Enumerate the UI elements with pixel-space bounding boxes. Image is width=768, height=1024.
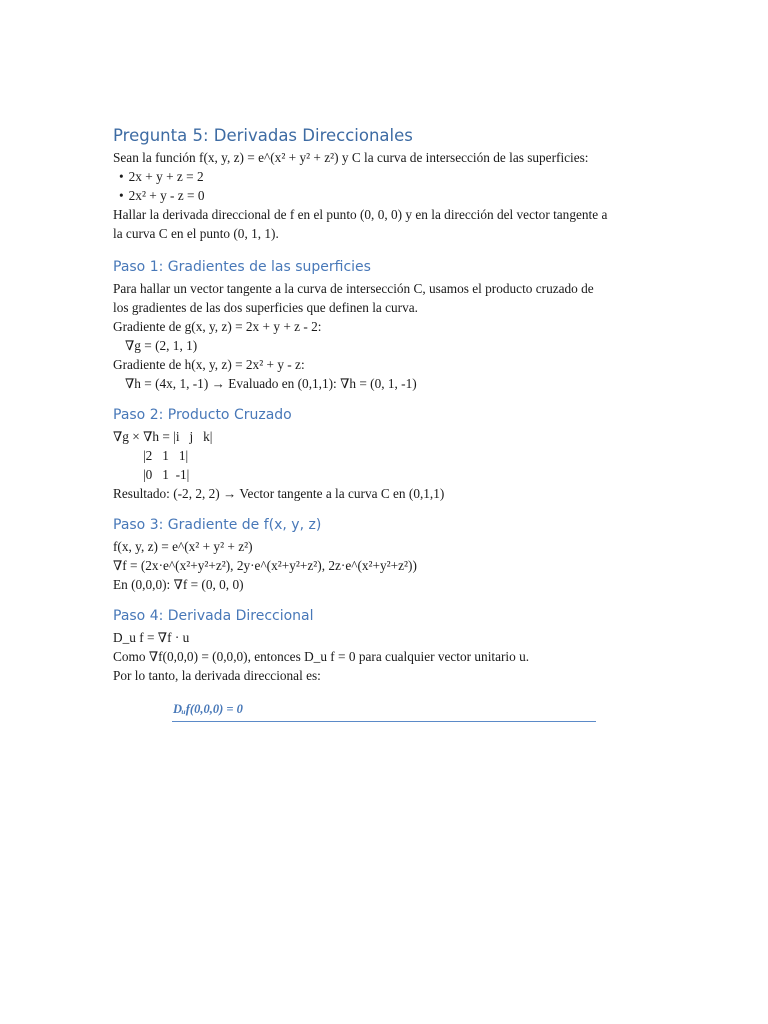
- grad-g-label: Gradiente de g(x, y, z) = 2x + y + z - 2:: [113, 319, 322, 334]
- determinant-row: |2 1 1|: [143, 448, 189, 463]
- task-line: la curva C en el punto (0, 1, 1).: [113, 226, 279, 241]
- step4-text: Por lo tanto, la derivada direccional es:: [113, 668, 321, 683]
- step4-heading: Paso 4: Derivada Direccional: [113, 608, 314, 624]
- surface-item: • 2x + y + z = 2: [113, 167, 673, 186]
- step1-text: Para hallar un vector tangente a la curva de intersección C, usamos el producto cruzado de: [113, 281, 594, 296]
- step3-text: f(x, y, z) = e^(x² + y² + z²): [113, 539, 253, 554]
- result-underline: [172, 721, 596, 722]
- final-result: Dᵤf(0,0,0) = 0: [173, 702, 243, 716]
- final-result-box: [172, 699, 596, 722]
- question-title: Pregunta 5: Derivadas Direccionales: [113, 126, 413, 145]
- step3-text: En (0,0,0): ∇f = (0, 0, 0): [113, 577, 244, 592]
- grad-g-value: ∇g = (2, 1, 1): [125, 338, 198, 353]
- document-content: [113, 124, 673, 722]
- surface-item: • 2x² + y - z = 0: [113, 186, 673, 205]
- cross-product-result: Resultado: (-2, 2, 2) → Vector tangente a la curva C en (0,1,1): [113, 486, 445, 501]
- step3-heading: Paso 3: Gradiente de f(x, y, z): [113, 517, 322, 533]
- grad-h-label: Gradiente de h(x, y, z) = 2x² + y - z:: [113, 357, 305, 372]
- task-line: Hallar la derivada direccional de f en el punto (0, 0, 0) y en la dirección del vector tangente a: [113, 207, 608, 222]
- cross-product-line: ∇g × ∇h = |i j k|: [113, 429, 213, 444]
- determinant-row: |0 1 -1|: [143, 467, 190, 482]
- intro-statement: Sean la función f(x, y, z) = e^(x² + y² + z²) y C la curva de intersección de las superficies:: [113, 150, 589, 165]
- step4-text: D_u f = ∇f · u: [113, 630, 190, 645]
- grad-h-value: ∇h = (4x, 1, -1) → Evaluado en (0,1,1): ∇h = (0, 1, -1): [125, 376, 417, 391]
- step4-text: Como ∇f(0,0,0) = (0,0,0), entonces D_u f = 0 para cualquier vector unitario u.: [113, 649, 530, 664]
- step3-text: ∇f = (2x·e^(x²+y²+z²), 2y·e^(x²+y²+z²), 2z·e^(x²+y²+z²)): [113, 558, 417, 573]
- step1-text: los gradientes de las dos superficies que definen la curva.: [113, 300, 418, 315]
- step2-heading: Paso 2: Producto Cruzado: [113, 407, 292, 423]
- step1-heading: Paso 1: Gradientes de las superficies: [113, 259, 371, 275]
